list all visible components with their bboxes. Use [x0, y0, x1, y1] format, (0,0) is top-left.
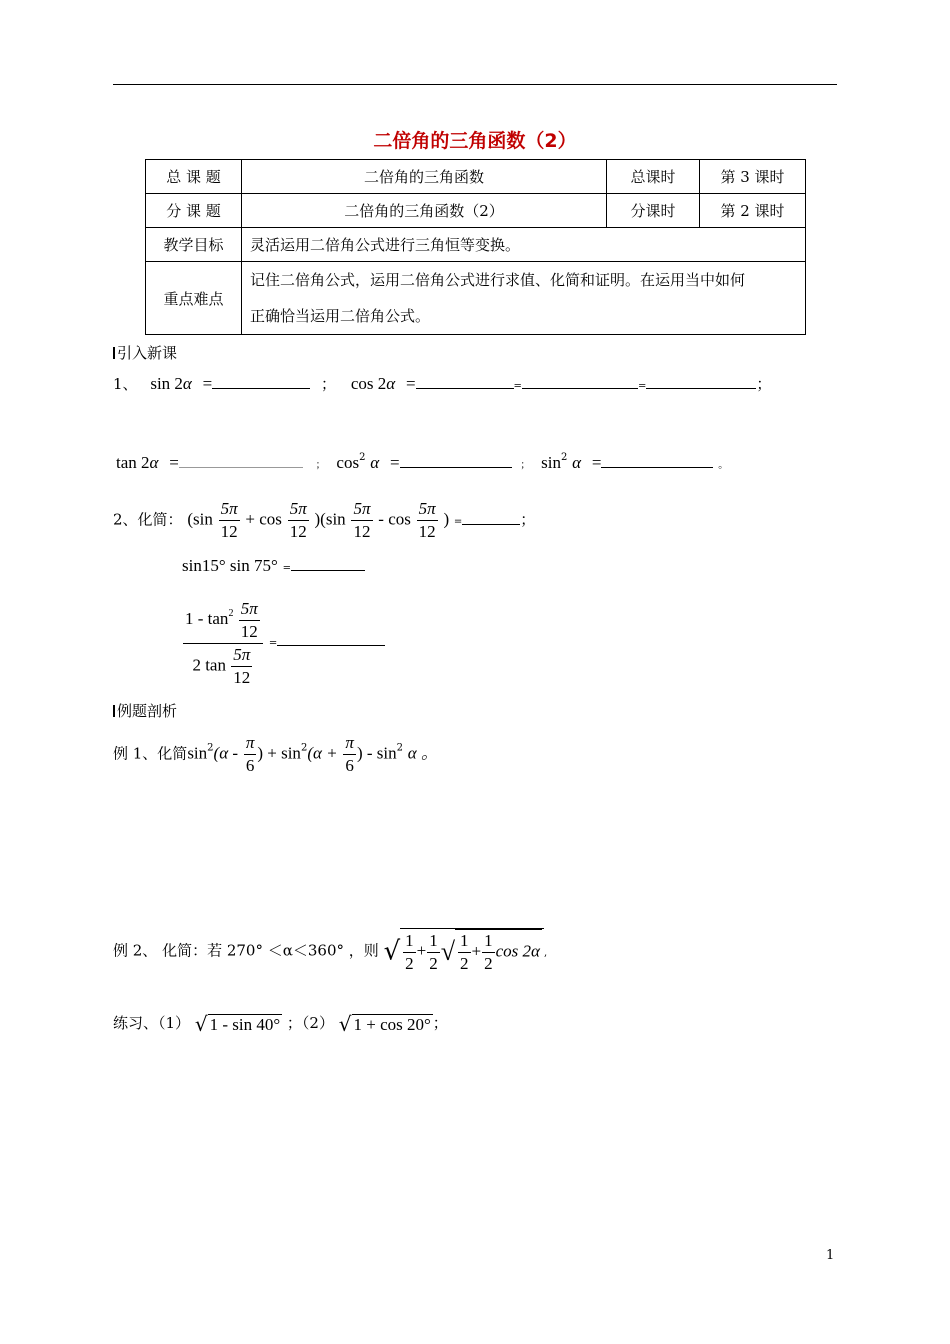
fraction: $\frac{5\pi}{12}$	[233, 644, 251, 687]
page-title: 二倍角的三角函数（2）	[373, 130, 577, 152]
section-marker	[113, 705, 115, 717]
table-row	[146, 160, 806, 194]
math-text: )	[443, 509, 450, 529]
fraction: $\frac{5\pi}{12}$	[220, 499, 238, 541]
answer-blank[interactable]	[291, 569, 365, 571]
math-text: =	[282, 563, 291, 574]
practice	[113, 1012, 448, 1036]
example-1	[113, 732, 438, 777]
punctuation: ；	[432, 1014, 448, 1032]
fraction	[183, 594, 263, 689]
math-text: =	[637, 381, 647, 392]
lesson-info-table	[145, 159, 806, 335]
section-intro	[113, 342, 177, 363]
math-text: ) + sin	[257, 743, 301, 763]
page-number: 1	[826, 1248, 835, 1263]
fraction: $\frac{1}{2}$	[484, 931, 493, 973]
fraction: $\frac{5\pi}{12}$	[353, 499, 371, 541]
answer-blank[interactable]	[462, 523, 520, 525]
radical: $\frac{1}{2}$ + $\frac{1}{2}$ cos 2α	[455, 929, 542, 975]
answer-blank[interactable]	[522, 387, 638, 389]
math-text: =	[453, 516, 463, 528]
table-label: 总 课 题	[146, 160, 242, 194]
math-text: cos	[336, 453, 360, 472]
math-text: sin	[541, 453, 561, 472]
fraction: $\frac{1}{2}$	[429, 930, 438, 973]
math-text: α	[572, 453, 582, 472]
math-text: sin	[187, 743, 208, 763]
exponent: 2	[359, 452, 366, 463]
question-2-line1	[113, 498, 535, 543]
math-text: 1 - tan	[185, 609, 229, 628]
math-text: α	[386, 374, 396, 393]
radical: 1 + cos 20°	[353, 1014, 431, 1034]
fraction: $\frac{5\pi}{12}$	[418, 499, 436, 541]
table-value: 第 2 课时	[700, 194, 806, 228]
fraction: $\frac{\pi}{6}$	[245, 733, 255, 775]
table-value: 灵活运用二倍角公式进行三角恒等变换。	[242, 228, 806, 262]
math-text: (sin	[187, 509, 213, 529]
answer-blank[interactable]	[212, 387, 310, 389]
math-text: α	[370, 453, 380, 472]
sqrt-icon: √	[338, 1012, 352, 1036]
math-text: 2 tan	[192, 655, 226, 674]
table-row	[146, 194, 806, 228]
example-label: 例 2、 化简：若 270° ＜α＜360° ，则	[113, 941, 379, 960]
exponent: 2	[300, 742, 308, 754]
math-text: - cos	[378, 509, 411, 529]
math-text: (α -	[213, 743, 239, 763]
practice-label: ；（2）	[286, 1014, 334, 1032]
table-label: 重点难点	[146, 262, 242, 335]
math-text: =	[405, 374, 416, 393]
exponent: 2	[560, 452, 568, 463]
table-label: 分 课 题	[146, 194, 242, 228]
radical: 1 - sin 40°	[209, 1014, 281, 1034]
question-number: 2、化简：	[113, 510, 183, 529]
radical: $\frac{1}{2}$ + $\frac{1}{2}$ √ $\frac{1}{2}$ + $\frac{1}{2}$ cos 2α	[400, 928, 544, 975]
table-label: 分课时	[607, 194, 700, 228]
punctuation: ；	[756, 375, 772, 393]
section-title: 引入新课	[117, 344, 178, 362]
answer-blank[interactable]	[400, 466, 512, 468]
punctuation: 。	[718, 460, 729, 471]
table-row	[146, 228, 806, 262]
fraction: $\frac{\pi}{6}$	[345, 733, 354, 775]
practice-label: 练习、（1）	[113, 1014, 191, 1032]
fraction: $\frac{5\pi}{12}$	[289, 499, 307, 541]
answer-blank[interactable]	[646, 387, 756, 389]
math-text: + cos	[245, 509, 282, 529]
math-text: =	[169, 453, 179, 472]
section-title: 例题剖析	[117, 702, 178, 720]
math-text: α 。	[407, 743, 438, 763]
math-text: sin15° sin 75°	[182, 556, 278, 575]
sqrt-icon: √	[383, 936, 401, 967]
sqrt-icon: √	[440, 937, 456, 966]
key-points-line1: 记住二倍角公式，运用二倍角公式进行求值、化简和证明。在运用当中如何	[250, 271, 746, 289]
math-text: (α +	[307, 743, 338, 763]
math-text: )(sin	[314, 509, 346, 529]
fraction: $\frac{5\pi}{12}$	[240, 598, 258, 641]
question-1-line2	[116, 452, 728, 473]
math-text: =	[591, 453, 602, 472]
question-2-line3	[182, 594, 385, 689]
table-value	[242, 262, 806, 335]
table-label: 总课时	[607, 160, 700, 194]
punctuation: ；	[520, 460, 531, 471]
table-row	[146, 262, 806, 335]
punctuation: ；	[315, 460, 326, 471]
math-text: α	[149, 453, 159, 472]
example-2: 例 2、 化简：若 270° ＜α＜360° ，则 √ $\frac{1}{2}$ + $\frac{1}{2}$ √ $\frac{1}{2}$ + $\frac{1}{2}$ cos 2α ,	[113, 928, 547, 975]
exponent: 2	[207, 742, 214, 754]
key-points-line2: 正确恰当运用二倍角公式。	[250, 307, 431, 325]
math-text: ) - sin	[356, 743, 397, 763]
question-1-line1	[113, 373, 771, 394]
fraction: $\frac{1}{2}$	[460, 931, 469, 973]
question-number: 1、	[113, 375, 138, 393]
table-value: 二倍角的三角函数（2）	[242, 194, 607, 228]
table-label: 教学目标	[146, 228, 242, 262]
math-text: =	[202, 374, 213, 393]
header-rule	[113, 84, 837, 85]
math-text: =	[389, 453, 400, 472]
question-2-line2	[182, 556, 365, 576]
section-examples	[113, 700, 177, 721]
table-value: 二倍角的三角函数	[242, 160, 607, 194]
answer-blank[interactable]	[416, 387, 514, 389]
answer-blank[interactable]	[179, 466, 303, 468]
math-text: α	[182, 374, 192, 393]
exponent: 2	[228, 608, 234, 619]
math-text: cos 2	[350, 374, 387, 393]
punctuation: ；	[321, 375, 337, 393]
math-text: tan 2	[116, 453, 150, 472]
fraction: $\frac{1}{2}$	[405, 930, 414, 973]
exponent: 2	[396, 742, 403, 754]
answer-blank[interactable]	[601, 466, 713, 468]
math-text: =	[513, 381, 522, 392]
table-value: 第 3 课时	[700, 160, 806, 194]
sqrt-icon: √	[194, 1012, 208, 1036]
section-marker	[113, 347, 115, 359]
math-text: =	[268, 637, 278, 649]
example-label: 例 1、化简	[113, 744, 188, 763]
math-text: sin 2	[150, 374, 183, 393]
answer-blank[interactable]	[277, 644, 385, 646]
punctuation: ；	[520, 510, 536, 529]
